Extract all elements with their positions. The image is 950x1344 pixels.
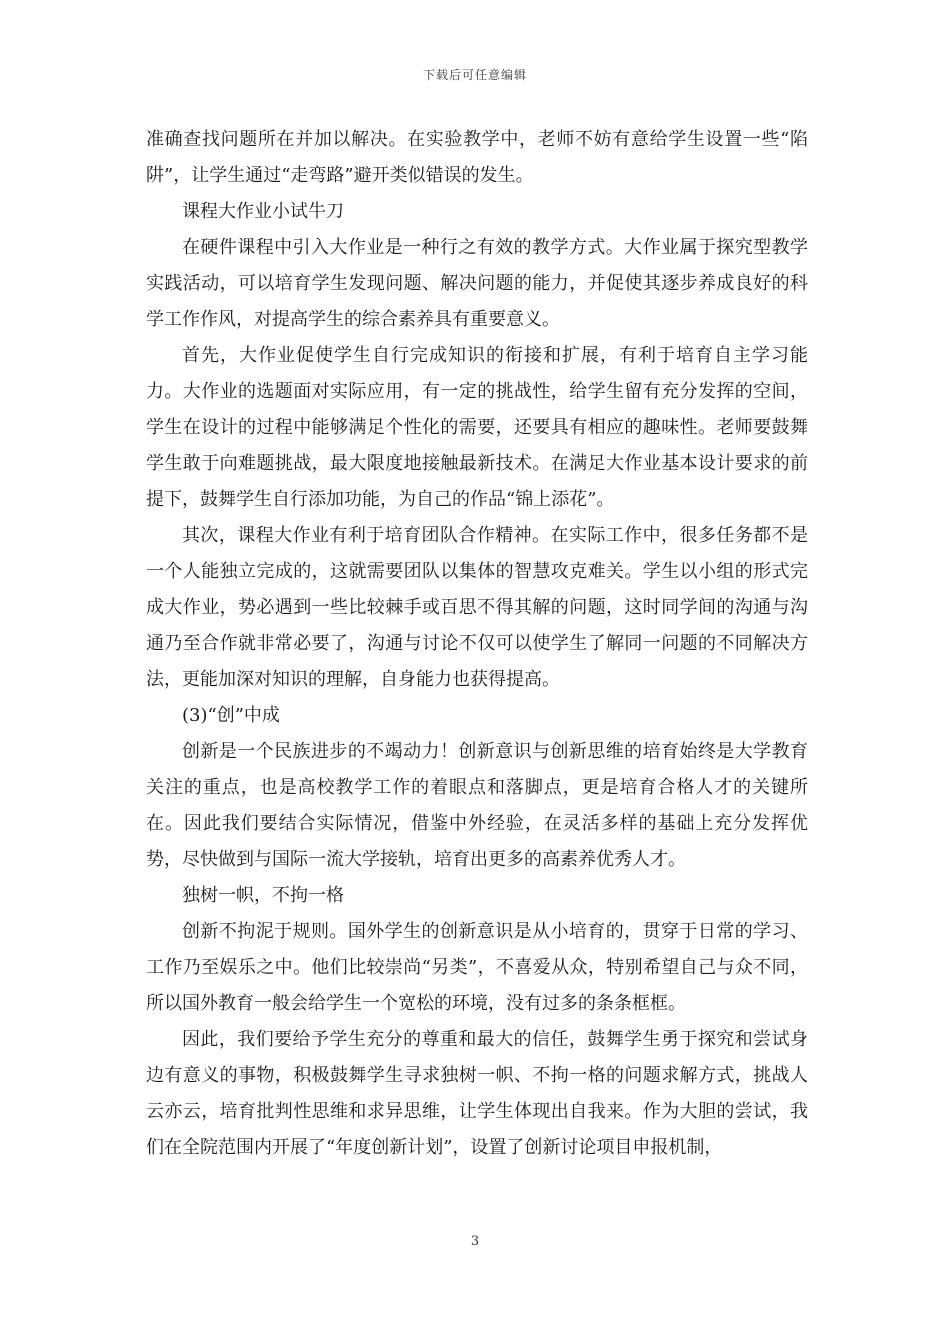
section-heading-course-assignment: 课程大作业小试牛刀 [182, 201, 344, 222]
paragraph: 创新是一个民族进步的不竭动力！创新意识与创新思维的培育始终是大学教育关注的重点，也是高校教学工作的着眼点和落脚点，更是培育合格人才的关键所在。因此我们要结合实际情况，借鉴中外经验，在灵活多样的基础上充分发挥优势，尽快做到与国际一流大学接轨，培育出更多的高素养优秀人才。 [146, 741, 808, 870]
paragraph-continuation: 准确查找问题所在并加以解决。在实验教学中，老师不妨有意给学生设置一些“陷阱”，让学生通过“走弯路”避开类似错误的发生。 [146, 129, 808, 186]
section-heading-innovation: (3)“创”中成 [182, 705, 280, 726]
paragraph: 因此，我们要给予学生充分的尊重和最大的信任，鼓舞学生勇于探究和尝试身边有意义的事物，积极鼓舞学生寻求独树一帜、不拘一格的问题求解方式，挑战人云亦云，培育批判性思维和求异思维，让学生体现出自我来。作为大胆的尝试，我们在全院范围内开展了“年度创新计划”，设置了创新讨论项目申报机制， [146, 1029, 808, 1158]
paragraph: 首先，大作业促使学生自行完成知识的衔接和扩展，有利于培育自主学习能力。大作业的选题面对实际应用，有一定的挑战性，给学生留有充分发挥的空间，学生在设计的过程中能够满足个性化的需要，还要具有相应的趣味性。老师要鼓舞学生敢于向难题挑战，最大限度地接触最新技术。在满足大作业基本设计要求的前提下，鼓舞学生自行添加功能，为自己的作品“锦上添花”。 [146, 345, 808, 510]
paragraph: 在硬件课程中引入大作业是一种行之有效的教学方式。大作业属于探究型教学实践活动，可以培育学生发现问题、解决问题的能力，并促使其逐步养成良好的科学工作作风，对提高学生的综合素养具有重要意义。 [146, 237, 808, 330]
page-header: 下载后可任意编辑 [422, 68, 527, 82]
paragraph: 其次，课程大作业有利于培育团队合作精神。在实际工作中，很多任务都不是一个人能独立完成的，这就需要团队以集体的智慧攻克难关。学生以小组的形式完成大作业，势必遇到一些比较棘手或百思不得其解的问题，这时同学间的沟通与沟通乃至合作就非常必要了，沟通与讨论不仅可以使学生了解同一问题的不同解决方法，更能加深对知识的理解，自身能力也获得提高。 [146, 525, 808, 690]
page-number: 3 [470, 1234, 480, 1249]
section-heading-unique: 独树一帜，不拘一格 [182, 885, 344, 906]
paragraph: 创新不拘泥于规则。国外学生的创新意识是从小培育的，贯穿于日常的学习、工作乃至娱乐之中。他们比较崇尚“另类”，不喜爱从众，特别希望自己与众不同，所以国外教育一般会给学生一个宽松的环境，没有过多的条条框框。 [146, 921, 808, 1014]
document-body [146, 122, 808, 1166]
